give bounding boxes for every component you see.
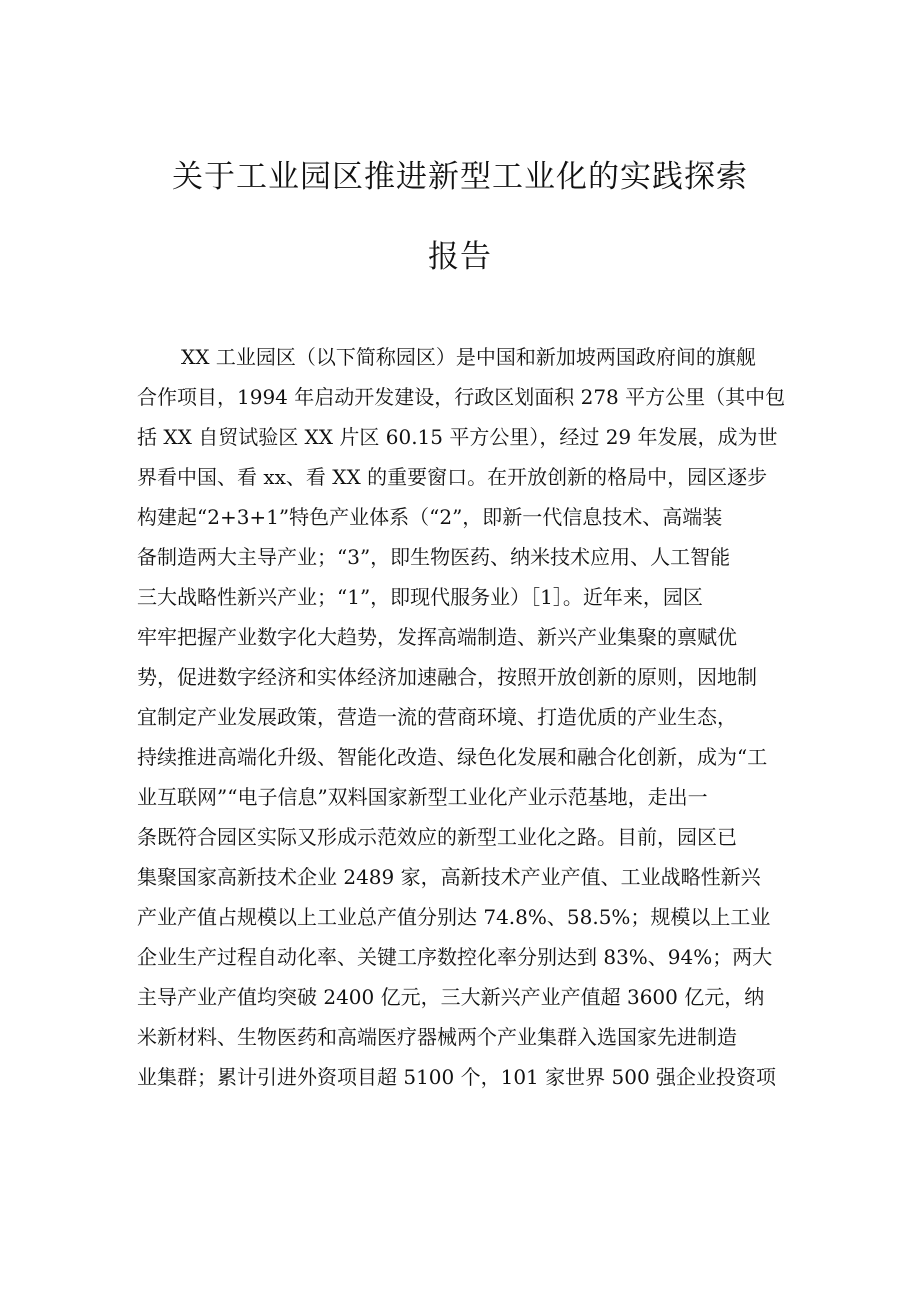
body-line: 持续推进高端化升级、智能化改造、绿色化发展和融合化创新，成为“工 [137,745,768,769]
body-line: 构建起“2+3+1”特色产业体系（“2”，即新一代信息技术、高端装 [137,505,723,529]
body-line: 宜制定产业发展政策，营造一流的营商环境、打造优质的产业生态， [137,705,737,729]
body-line: 括 XX 自贸试验区 XX 片区 60.15 平方公里），经过 29 年发展，成为世 [137,425,778,449]
body-line: 三大战略性新兴产业；“1”，即现代服务业）［1］。近年来，园区 [137,585,703,609]
body-line: 界看中国、看 xx、看 XX 的重要窗口。在开放创新的格局中，园区逐步 [137,465,768,489]
body-line: 业互联网”“电子信息”双料国家新型工业化产业示范基地，走出一 [137,785,708,809]
body-line: 合作项目，1994 年启动开发建设，行政区划面积 278 平方公里（其中包 [137,385,786,409]
body-line: XX 工业园区（以下简称园区）是中国和新加坡两国政府间的旗舰 [181,345,756,369]
body-line: 产业产值占规模以上工业总产值分别达 74.8%、58.5%；规模以上工业 [137,905,771,929]
body-line: 米新材料、生物医药和高端医疗器械两个产业集群入选国家先进制造 [137,1025,737,1049]
body-line: 企业生产过程自动化率、关键工序数控化率分别达到 83%、94%；两大 [137,945,773,969]
body-line: 业集群；累计引进外资项目超 5100 个，101 家世界 500 强企业投资项 [137,1065,777,1089]
document-title-line-1: 关于工业园区推进新型工业化的实践探索 [172,159,748,195]
body-line: 条既符合园区实际又形成示范效应的新型工业化之路。目前，园区已 [137,825,737,849]
body-line: 主导产业产值均突破 2400 亿元，三大新兴产业产值超 3600 亿元，纳 [137,985,765,1009]
body-line: 势，促进数字经济和实体经济加速融合，按照开放创新的原则，因地制 [137,665,757,689]
body-line: 集聚国家高新技术企业 2489 家，高新技术产业产值、工业战略性新兴 [137,865,761,889]
document-title-line-2: 报告 [428,239,492,275]
body-line: 备制造两大主导产业；“3”，即生物医药、纳米技术应用、人工智能 [137,545,731,569]
body-line: 牢牢把握产业数字化大趋势，发挥高端制造、新兴产业集聚的禀赋优 [137,625,737,649]
